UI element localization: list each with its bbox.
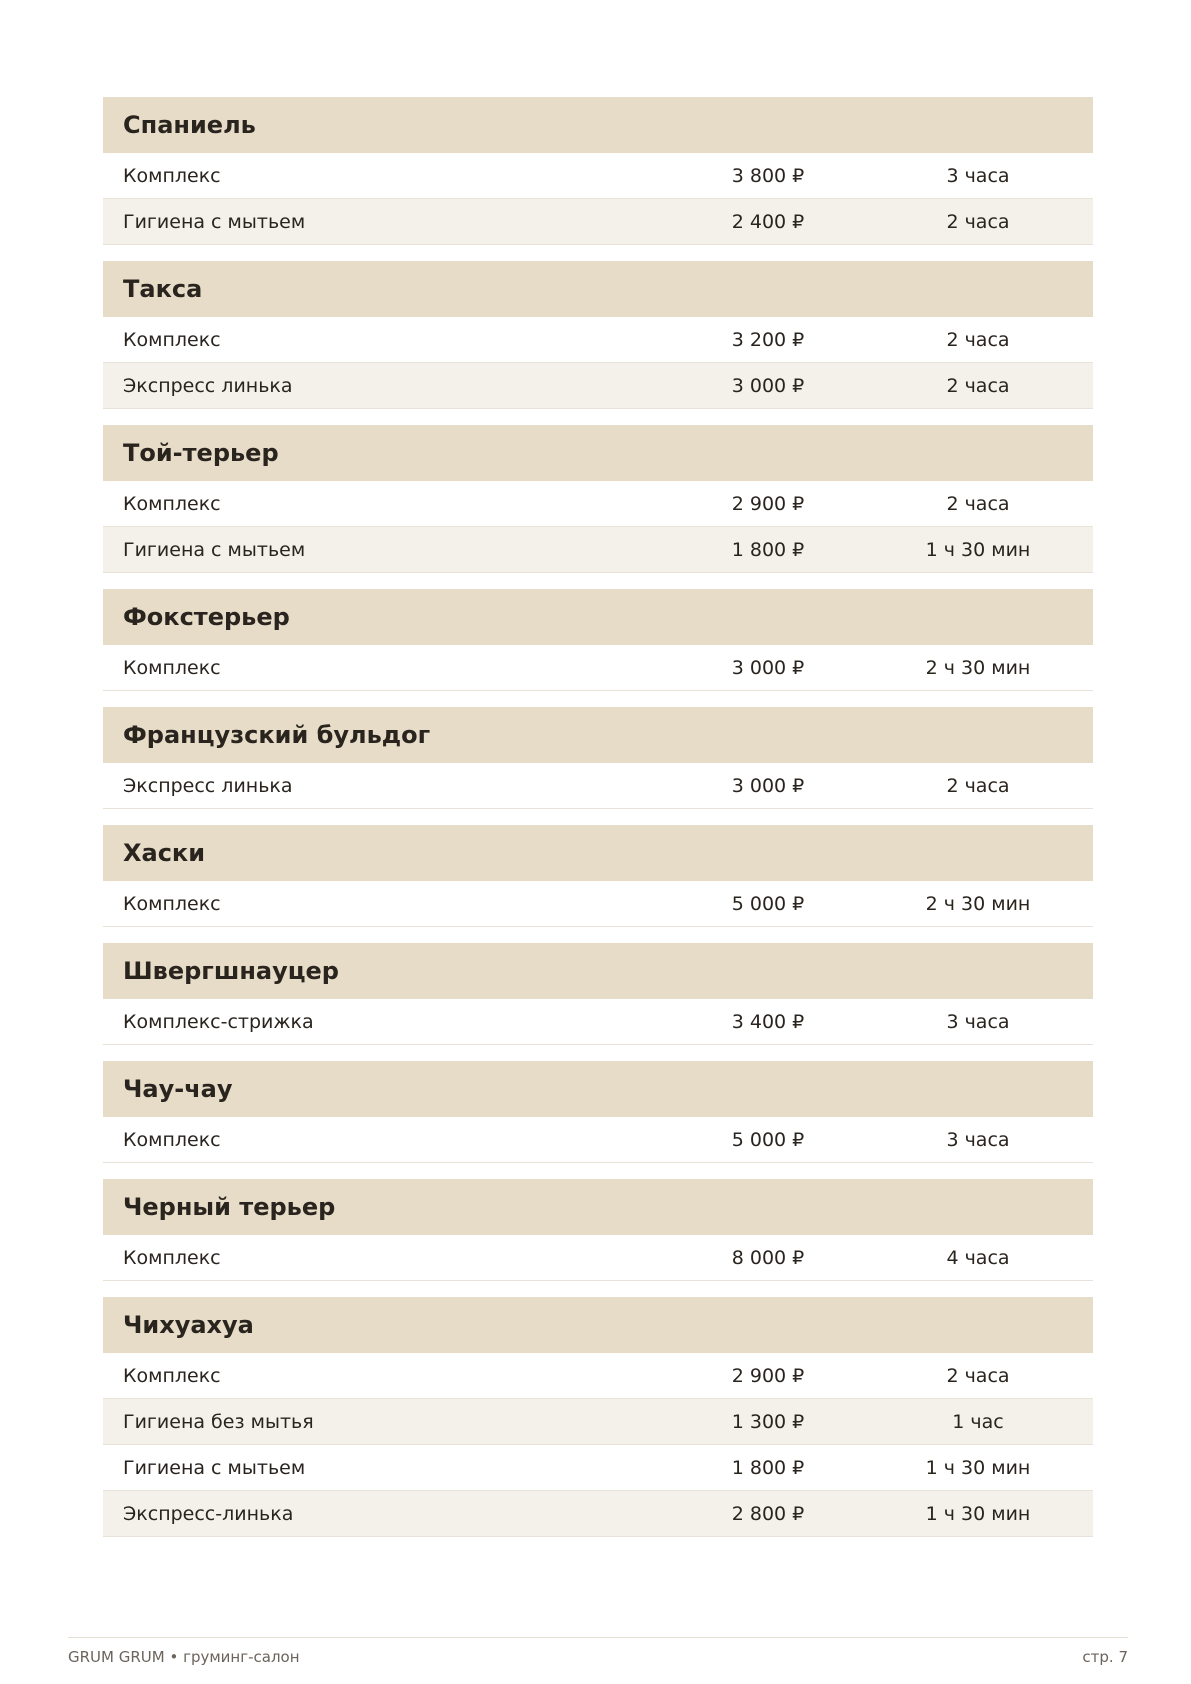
breed-title: Спаниель (123, 111, 256, 139)
service-row (103, 1445, 1093, 1491)
service-name: Экспресс линька (123, 774, 293, 797)
service-row (103, 999, 1093, 1045)
service-name: Комплекс (123, 892, 221, 915)
service-price: 3 000 ₽ (731, 656, 805, 679)
service-row (103, 153, 1093, 199)
service-name: Гигиена без мытья (123, 1410, 314, 1433)
breed-header (103, 707, 1093, 763)
service-name: Комплекс (123, 656, 221, 679)
service-price: 3 400 ₽ (731, 1010, 805, 1033)
service-name: Экспресс линька (123, 374, 293, 397)
service-row (103, 317, 1093, 363)
service-price: 5 000 ₽ (731, 1128, 805, 1151)
service-name: Комплекс (123, 492, 221, 515)
service-duration: 1 ч 30 мин (925, 1456, 1031, 1479)
service-name: Гигиена с мытьем (123, 210, 306, 233)
service-price: 1 800 ₽ (731, 538, 805, 561)
service-row (103, 1235, 1093, 1281)
breed-title: Той-терьер (123, 439, 279, 467)
service-duration: 1 ч 30 мин (925, 538, 1031, 561)
service-name: Экспресс-линька (123, 1502, 294, 1525)
breed-section-toy-terrier (103, 425, 1093, 573)
service-row (103, 881, 1093, 927)
service-duration: 2 ч 30 мин (925, 656, 1031, 679)
service-row (103, 645, 1093, 691)
breed-section-husky (103, 825, 1093, 927)
breed-section-black-terrier (103, 1179, 1093, 1281)
service-duration: 2 часа (946, 374, 1010, 397)
service-duration: 2 часа (946, 210, 1010, 233)
service-price: 3 800 ₽ (731, 164, 805, 187)
breed-section-chihuahua (103, 1297, 1093, 1537)
page-number: стр. 7 (1082, 1648, 1128, 1666)
breed-section-dachshund (103, 261, 1093, 409)
service-price: 2 800 ₽ (731, 1502, 805, 1525)
service-duration: 1 ч 30 мин (925, 1502, 1031, 1525)
service-row (103, 363, 1093, 409)
service-row (103, 1117, 1093, 1163)
service-duration: 3 часа (946, 1010, 1010, 1033)
service-duration: 2 часа (946, 774, 1010, 797)
service-row (103, 1353, 1093, 1399)
service-duration: 3 часа (946, 164, 1010, 187)
breed-title: Черный терьер (123, 1193, 336, 1221)
breed-section-fox-terrier (103, 589, 1093, 691)
service-row (103, 1491, 1093, 1537)
service-row (103, 199, 1093, 245)
service-price: 2 400 ₽ (731, 210, 805, 233)
service-name: Гигиена с мытьем (123, 538, 306, 561)
service-duration: 3 часа (946, 1128, 1010, 1151)
breed-header (103, 261, 1093, 317)
service-row (103, 763, 1093, 809)
service-duration: 2 часа (946, 328, 1010, 351)
service-duration: 2 часа (946, 1364, 1010, 1387)
breed-title: Французский бульдог (123, 721, 431, 749)
service-name: Комплекс (123, 1246, 221, 1269)
service-name: Гигиена с мытьем (123, 1456, 306, 1479)
breed-section-spaniel (103, 97, 1093, 245)
page-footer (68, 1637, 1128, 1666)
service-price: 1 300 ₽ (731, 1410, 805, 1433)
breed-section-chow-chow (103, 1061, 1093, 1163)
service-price: 5 000 ₽ (731, 892, 805, 915)
service-duration: 2 часа (946, 492, 1010, 515)
service-row (103, 481, 1093, 527)
service-price: 3 200 ₽ (731, 328, 805, 351)
breed-title: Хаски (123, 839, 206, 867)
service-duration: 2 ч 30 мин (925, 892, 1031, 915)
service-price: 2 900 ₽ (731, 1364, 805, 1387)
service-row (103, 527, 1093, 573)
service-name: Комплекс (123, 1364, 221, 1387)
breed-title: Такса (123, 275, 203, 303)
service-price: 1 800 ₽ (731, 1456, 805, 1479)
breed-header (103, 1179, 1093, 1235)
breed-title: Фокстерьер (123, 603, 290, 631)
price-list (103, 97, 1093, 1553)
breed-header (103, 425, 1093, 481)
service-price: 3 000 ₽ (731, 774, 805, 797)
service-duration: 1 час (952, 1410, 1004, 1433)
service-name: Комплекс (123, 328, 221, 351)
breed-header (103, 97, 1093, 153)
service-name: Комплекс (123, 1128, 221, 1151)
service-name: Комплекс (123, 164, 221, 187)
service-duration: 4 часа (946, 1246, 1010, 1269)
breed-title: Чау-чау (123, 1075, 233, 1103)
footer-brand: GRUM GRUM • груминг-салон (68, 1648, 300, 1666)
breed-section-french-bulldog (103, 707, 1093, 809)
breed-header (103, 943, 1093, 999)
service-name: Комплекс-стрижка (123, 1010, 314, 1033)
breed-section-schnauzer (103, 943, 1093, 1045)
service-price: 8 000 ₽ (731, 1246, 805, 1269)
service-price: 2 900 ₽ (731, 492, 805, 515)
breed-header (103, 825, 1093, 881)
service-price: 3 000 ₽ (731, 374, 805, 397)
breed-header (103, 1297, 1093, 1353)
service-row (103, 1399, 1093, 1445)
breed-title: Швергшнауцер (123, 957, 339, 985)
breed-header (103, 1061, 1093, 1117)
breed-header (103, 589, 1093, 645)
breed-title: Чихуахуа (123, 1311, 254, 1339)
